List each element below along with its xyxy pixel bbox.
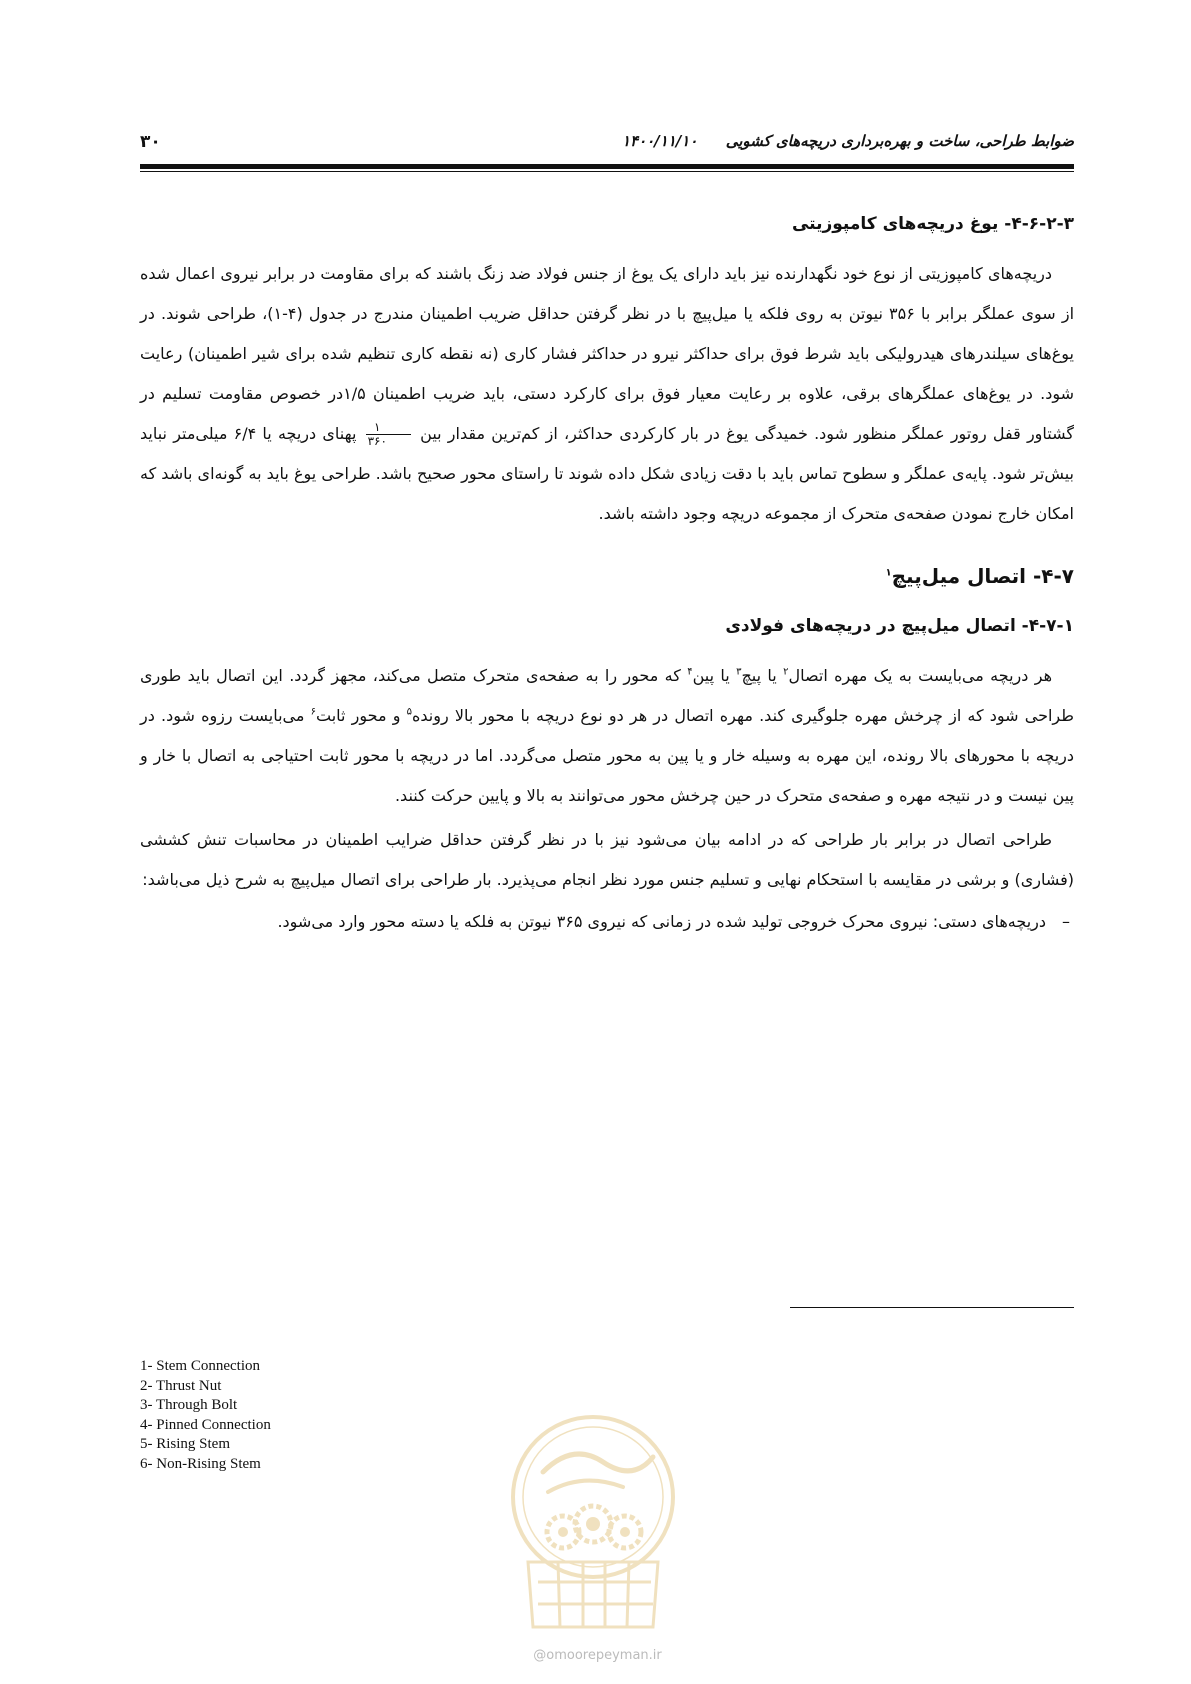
paragraph-text: که محور را به صفحه‌ی متحرک متصل می‌کند، مجهز گردد. این اتصال باید طوری طراحی شود که از چرخش مهره جلوگیری کند. مهره اتصال در هر دو نوع دریچه با محور بالا رونده bbox=[140, 666, 1074, 725]
footnote-ref: ۴ bbox=[687, 666, 693, 678]
main-content bbox=[140, 210, 1074, 942]
watermark-logo-icon bbox=[503, 1412, 683, 1652]
section-heading-text: ۴-۷- اتصال میل‌پیچ bbox=[891, 564, 1074, 588]
paragraph-text: می‌بایست رزوه شود. در دریچه با محورهای بالا رونده، این مهره به وسیله خار و یا پین به محور متصل می‌گردد. اما در دریچه با محور ثابت احتیاجی به اتصال با خار و پین نیست و در نتیجه مهره و صفحه‌ی متحرک در حین چرخش محور می‌توانند به بالا و پایین حرکت کنند. bbox=[140, 706, 1074, 805]
footnote-4: 4- Pinned Connection bbox=[140, 1416, 271, 1433]
paragraph-steel-gate-connection bbox=[140, 656, 1074, 816]
paragraph-text: پهنای دریچه یا ۶/۴ میلی‌متر نباید بیش‌تر شود. پایه‌ی عملگر و سطوح تماس باید با دقت زیادی شکل داده شوند تا راستای محور صحیح باشد. طراحی یوغ باید به گونه‌ای باشد که امکان خارج نمودن صفحه‌ی متحرک از مجموعه دریچه وجود داشته باشد. bbox=[140, 424, 1074, 523]
page-number: ۳۰ bbox=[140, 132, 161, 152]
paragraph-text: دریچه‌های کامپوزیتی از نوع خود نگهدارنده نیز باید دارای یک یوغ از جنس فولاد ضد زنگ باشند که برای مقاومت در برابر نیروی اعمال شده از سوی عملگر برابر با ۳۵۶ نیوتن به روی فلکه یا میل‌پیچ با در نظر گرفتن حداقل ضریب اطمینان مندرج در جدول (۴-۱)، طراحی شوند. در یوغ‌های سیلندرهای هیدرولیکی باید شرط فوق برای حداکثر نیرو در حداکثر فشار کاری (نه نقطه کاری تنظیم شده برای شیر اطمینان) رعایت شود. در یوغ‌های عملگرهای برقی، علاوه بر رعایت معیار فوق برای کارکرد دستی، باید ضریب اطمینان ۱/۵در خصوص مقاومت تسلیم در گشتاور قفل روتور عملگر منظور شود. خمیدگی یوغ در بار کارکردی حداکثر، از کم‌ترین مقدار بین bbox=[140, 264, 1075, 443]
section-heading-4-7 bbox=[140, 560, 1074, 592]
paragraph-text: هر دریچه می‌بایست به یک مهره اتصال bbox=[788, 666, 1053, 685]
fraction-numerator: ۱ bbox=[366, 421, 411, 435]
fraction-denominator: ۳۶۰ bbox=[367, 434, 387, 448]
footnote-ref: ۶ bbox=[310, 706, 317, 718]
footnote-2: 2- Thrust Nut bbox=[140, 1377, 222, 1394]
header-rule-thin bbox=[140, 171, 1074, 172]
footnote-3: 3- Through Bolt bbox=[140, 1397, 238, 1413]
paragraph-text: یا پیچ bbox=[741, 666, 777, 685]
paragraph-design-load: طراحی اتصال در برابر بار طراحی که در ادامه بیان می‌شود نیز با در نظر گرفتن حداقل ضرایب اطمینان در محاسبات تنش کششی (فشاری) و برشی در مقایسه با استحکام نهایی و تسلیم جنس مورد نظر انجام می‌پذیرد. بار طراحی برای اتصال میل‌پیچ به شرح ذیل می‌باشد: bbox=[140, 830, 1074, 889]
footnotes bbox=[140, 1357, 271, 1474]
fraction bbox=[366, 421, 411, 448]
section-heading-4-6-2-3: ۴-۶-۲-۳- یوغ دریچه‌های کامپوزیتی bbox=[791, 214, 1074, 234]
footnote-ref: ۵ bbox=[406, 706, 413, 718]
paragraph-text: و محور ثابت bbox=[316, 706, 401, 725]
header-title: ضوابط طراحی، ساخت و بهره‌برداری دریچه‌های کشویی bbox=[725, 132, 1074, 150]
footnote-ref: ۳ bbox=[736, 666, 742, 678]
footnote-1: 1- Stem Connection bbox=[140, 1358, 260, 1374]
bullet-text: دریچه‌های دستی: نیروی محرک خروجی تولید شده در زمانی که نیروی ۳۶۵ نیوتن به فلکه یا دسته محور وارد می‌شود. bbox=[277, 912, 1046, 931]
section-heading-4-7-1: ۴-۷-۱- اتصال میل‌پیچ در دریچه‌های فولادی bbox=[725, 616, 1074, 636]
paragraph-composite-yoke bbox=[140, 254, 1074, 534]
bullet-dash: – bbox=[1062, 912, 1070, 931]
watermark-site: @omoorepeyman.ir bbox=[533, 1648, 662, 1663]
running-header bbox=[140, 132, 1074, 158]
bullet-item-manual-gates bbox=[140, 902, 1074, 942]
footnote-5: 5- Rising Stem bbox=[140, 1436, 231, 1452]
footnote-separator bbox=[790, 1307, 1074, 1308]
footnote-6: 6- Non-Rising Stem bbox=[140, 1455, 261, 1472]
header-date: ۱۴۰۰/۱۱/۱۰ bbox=[622, 132, 698, 150]
header-rule-thick bbox=[140, 164, 1074, 169]
footnote-ref: ۱ bbox=[885, 567, 892, 579]
footnote-ref: ۲ bbox=[783, 666, 789, 678]
paragraph-text: یا پین bbox=[692, 666, 730, 685]
